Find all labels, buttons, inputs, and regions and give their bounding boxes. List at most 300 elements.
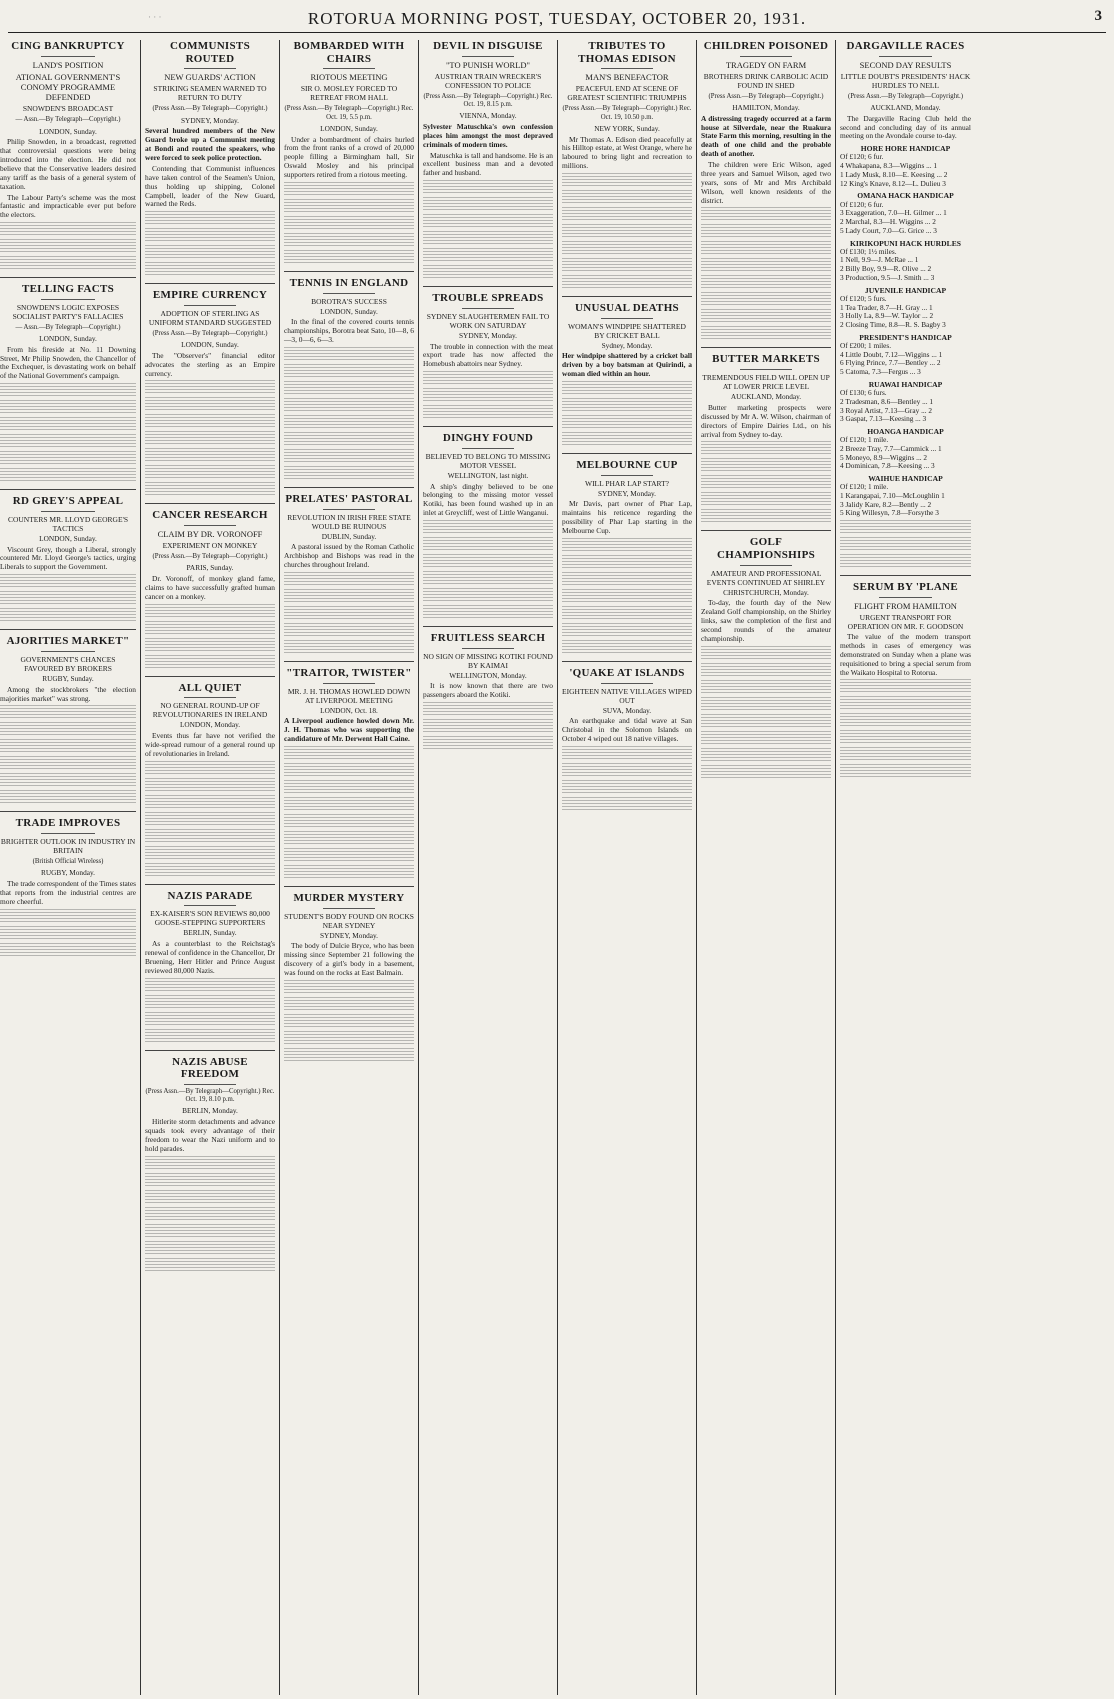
body-text-continuation [145, 863, 275, 878]
body-text-continuation [423, 265, 553, 280]
body-text-continuation [423, 248, 553, 263]
body-text-continuation [0, 756, 136, 771]
body-text-continuation [0, 417, 136, 432]
dateline: SYDNEY, Monday. [181, 115, 239, 125]
body-text-continuation [284, 415, 414, 430]
article-headline: FRUITLESS SEARCH [430, 632, 546, 645]
race-line: 4 Whakapana, 8.3—Wiggins ... 1 [840, 161, 938, 171]
race-result [840, 380, 971, 424]
article-body [701, 599, 831, 643]
body-text-continuation [701, 697, 831, 712]
body-paragraph: The trouble in connection with the meat export trade has now affected the Homebush abattoirs near Sydney. [423, 341, 553, 369]
race-line: 3 Royal Artist, 7.13—Gray ... 2 [840, 405, 933, 415]
race-line: 2 Tradesman, 8.6—Bentley ... 1 [840, 396, 934, 406]
dateline: DUBLIN, Sunday. [321, 531, 377, 541]
body-text-continuation [423, 197, 553, 212]
body-text-continuation [562, 207, 692, 222]
body-text-continuation [145, 1224, 275, 1239]
dateline: AUCKLAND, Monday. [870, 102, 941, 112]
body-text-continuation [562, 746, 692, 761]
article-body [284, 942, 414, 978]
headline-rule [462, 648, 514, 649]
body-text-continuation [145, 846, 275, 861]
body-paragraph: Butter marketing prospects were discussed by Mr A. W. Wilson, chairman of directors of Empire Dairies Ltd., on his arrival from Sydney to-day. [701, 402, 831, 439]
dateline: BERLIN, Monday. [182, 1106, 238, 1116]
body-text-continuation [145, 604, 275, 619]
dateline: LONDON, Monday. [179, 720, 241, 730]
article [284, 271, 414, 481]
column-2 [141, 40, 280, 1695]
body-text-continuation [145, 1173, 275, 1188]
headline-rule [41, 651, 95, 652]
race-line: 2 Breeze Tray, 7.7—Cammick ... 1 [840, 443, 942, 453]
headline-rule [323, 509, 375, 510]
body-text-continuation [0, 574, 136, 589]
article-deck: TREMENDOUS FIELD WILL OPEN UP AT LOWER PRICE LEVEL [702, 373, 830, 392]
race-line: 5 Moneyo, 8.9—Wiggins ... 2 [840, 452, 928, 462]
body-text-continuation [562, 606, 692, 621]
body-text-continuation [0, 705, 136, 720]
body-paragraph: Events thus far have not verified the wide-spread rumour of a general round up of revolutionaries in Ireland. [145, 731, 275, 758]
body-text-continuation [701, 224, 831, 239]
body-text-continuation [562, 640, 692, 655]
article [145, 503, 275, 669]
race-line: 5 Catoma, 7.3—Fergus ... 3 [840, 367, 921, 377]
body-text-continuation [562, 415, 692, 430]
masthead-smudge: · · · [148, 12, 162, 22]
dateline: LONDON, Sunday. [320, 123, 378, 133]
race-line: 1 Tea Trader, 8.7—H. Gray ... 1 [840, 302, 933, 312]
article [562, 661, 692, 812]
article-deck: URGENT TRANSPORT FOR OPERATION ON MR. F. GOODSON [847, 613, 964, 632]
article-subheadline: NEW GUARDS' ACTION [164, 72, 256, 83]
race-line: 5 King Willesyn, 7.8—Forsythe 3 [840, 508, 939, 518]
body-paragraph: Viscount Grey, though a Liberal, strongly countered Mr. Lloyd George's tactics, urging Liberals to support the Government. [0, 544, 136, 572]
press-credit: (British Official Wireless) [32, 858, 104, 866]
article-headline: TELLING FACTS [21, 283, 115, 296]
headline-rule [323, 908, 375, 909]
body-text-continuation [145, 414, 275, 429]
body-text-continuation [701, 326, 831, 341]
body-text-continuation [701, 258, 831, 273]
body-text-continuation [284, 997, 414, 1012]
article-headline: SERUM BY 'PLANE [853, 581, 958, 594]
race-name: JUVENILE HANDICAP [864, 285, 947, 295]
article [423, 286, 553, 420]
body-text-continuation [145, 245, 275, 260]
article-subheadline: TRAGEDY ON FARM [725, 59, 807, 70]
body-text-continuation [840, 747, 971, 762]
article-headline: RD GREY'S APPEAL [12, 495, 124, 508]
body-paragraph: The "Observer's" financial editor advocates the sterling as an Empire currency. [145, 350, 275, 378]
body-text-continuation [284, 606, 414, 621]
body-text-continuation [701, 765, 831, 780]
race-line: 6 Flying Prince, 7.7—Bentley ... 2 [840, 358, 941, 368]
columns [0, 40, 1114, 1695]
body-paragraph: Philip Snowden, in a broadcast, regretted that controversial questions were being introduced into the election. He did not believe that the Conservative leaders desired any tariff as the basis of a general system of taxation. [0, 137, 136, 191]
press-credit: (Press Assn.—By Telegraph—Copyright.) [152, 105, 268, 113]
article-deck: BELIEVED TO BELONG TO MISSING MOTOR VESSEL [425, 451, 551, 470]
body-text-continuation [284, 623, 414, 638]
body-text-continuation [284, 182, 414, 197]
article [145, 40, 275, 277]
lead-paragraph: A Liverpool audience howled down Mr. J. H. Thomas who was supporting the candidature of Mr. Derwent Hall Caine. [284, 716, 414, 744]
article [284, 487, 414, 655]
body-text-continuation [562, 398, 692, 413]
column-1 [0, 40, 141, 1695]
lead-paragraph: A distressing tragedy occurred at a farm house at Silverdale, near the Ruakura State Farm this morning, resulting in the death of one child and the probable death of another. [701, 113, 831, 159]
press-credit: (Press Assn.—By Telegraph—Copyright.) [708, 92, 824, 100]
dateline: AUCKLAND, Monday. [730, 392, 802, 402]
body-text-continuation [284, 763, 414, 778]
article-deck: EX-KAISER'S SON REVIEWS 80,000 GOOSE-STEPPING SUPPORTERS [150, 909, 270, 928]
press-credit: (Press Assn.—By Telegraph—Copyright.) [152, 329, 268, 337]
race-name: OMANA HACK HANDICAP [857, 191, 954, 201]
article-deck: WOMAN'S WINDPIPE SHATTERED BY CRICKET BALL [568, 321, 686, 340]
body-paragraph: A pastoral issued by the Roman Catholic Archbishop and Bishops was read in the churches throughout Ireland. [284, 542, 414, 570]
article [145, 884, 275, 1044]
body-text-continuation [701, 714, 831, 729]
body-paragraph: Contending that Communist influences have taken control of the Seamen's Union, thus holding up shipping, Colonel Campbell, leader of the New Guard, warned the Reds. [145, 163, 275, 209]
column-5 [558, 40, 697, 1695]
headline-rule [462, 448, 514, 449]
article-deck: REVOLUTION IN IRISH FREE STATE WOULD BE RUINOUS [287, 512, 411, 531]
body-text-continuation [145, 465, 275, 480]
body-paragraph: The body of Dulcie Bryce, who has been missing since September 21 following the discovery of a girl's body in a basement, was found on the rocks at East Balmain. [284, 941, 414, 977]
article-body [284, 543, 414, 570]
body-text-continuation [284, 1014, 414, 1029]
body-text-continuation [284, 199, 414, 214]
body-text-continuation [284, 216, 414, 231]
body-text-continuation [840, 696, 971, 711]
article-headline: DEVIL IN DISGUISE [433, 40, 543, 52]
article-deck: STUDENT'S BODY FOUND ON ROCKS NEAR SYDNEY [284, 911, 414, 930]
article-body [423, 343, 553, 370]
article-deck: NO GENERAL ROUND-UP OF REVOLUTIONARIES IN IRELAND [152, 701, 268, 720]
article-deck: SNOWDEN'S LOGIC EXPOSES SOCIALIST PARTY'S FALLACIES [12, 302, 124, 321]
race-name: HORE HORE HANDICAP [860, 144, 951, 154]
press-credit: (Press Assn.—By Telegraph—Copyright.) Rec. Oct. 19, 10.50 p.m. [562, 105, 692, 121]
article-headline: NAZIS ABUSE FREEDOM [172, 1055, 248, 1081]
article-headline: UNUSUAL DEATHS [575, 302, 679, 315]
headline-rule [41, 833, 95, 834]
article-body [562, 500, 692, 536]
press-credit: (Press Assn.—By Telegraph—Copyright.) Rec. Oct. 19, 5.5 p.m. [284, 105, 414, 121]
body-paragraph: Matuschka is tall and handsome. He is an excellent business man and a devoted father and husband. [423, 150, 553, 178]
body-text-continuation [145, 995, 275, 1010]
body-text-continuation [145, 761, 275, 776]
body-text-continuation [840, 537, 971, 552]
article [423, 40, 553, 280]
body-text-continuation [701, 492, 831, 507]
headline-rule [879, 597, 931, 598]
body-text-continuation [284, 364, 414, 379]
body-text-continuation [423, 702, 553, 717]
headline-rule [740, 369, 792, 370]
body-text-continuation [145, 1207, 275, 1222]
body-text-continuation [562, 763, 692, 778]
headline-rule [184, 905, 236, 906]
article-subheadline: "TO PUNISH WORLD" [445, 59, 531, 70]
dateline: RUGBY, Monday. [41, 868, 95, 878]
body-text-continuation [840, 730, 971, 745]
article-subheadline: CLAIM BY DR. VORONOFF [157, 529, 263, 540]
body-text-continuation [0, 400, 136, 415]
body-text-continuation [562, 241, 692, 256]
body-paragraph: Dr. Voronoff, of monkey gland fame, claims to have successfully grafted human cancer on a monkey. [145, 574, 275, 601]
dateline: LONDON, Sunday. [39, 333, 97, 343]
body-text-continuation [145, 1190, 275, 1205]
dateline: LONDON, Sunday. [320, 306, 378, 316]
body-text-continuation [701, 731, 831, 746]
press-credit: (Press Assn.—By Telegraph—Copyright.) [152, 553, 268, 561]
headline-rule [41, 511, 95, 512]
body-text-continuation [145, 829, 275, 844]
body-text-continuation [0, 256, 136, 271]
body-text-continuation [0, 383, 136, 398]
race-line: 1 Karangapai, 7.10—McLoughlin 1 [840, 490, 945, 500]
body-text-continuation [423, 180, 553, 195]
body-text-continuation [284, 980, 414, 995]
body-text-continuation [701, 509, 831, 524]
dateline: SUVA, Monday. [602, 705, 652, 715]
body-text-continuation [284, 831, 414, 846]
body-paragraph: As a counterblast to the Reichstag's renewal of confidence in the Chancellor, Dr Bruening, Herr Hitler and Prince August reviewed 80,000 Nazis. [145, 939, 275, 975]
column-4 [419, 40, 558, 1695]
body-paragraph: Mr Davis, part owner of Phar Lap, maintains his reticence regarding the possibility of Phar Lap starting in the Melbourne Cup. [562, 499, 692, 536]
body-text-continuation [145, 778, 275, 793]
body-text-continuation [562, 572, 692, 587]
lead-paragraph: Several hundred members of the New Guard broke up a Communist meeting at Bondi and routed the speakers, who were forced to seek police protection. [145, 126, 275, 162]
body-text-continuation [145, 397, 275, 412]
body-text-continuation [284, 572, 414, 587]
body-text-continuation [0, 722, 136, 737]
headline-rule [879, 56, 931, 57]
article-body [562, 717, 692, 744]
article-subheadline: SECOND DAY RESULTS [859, 59, 952, 70]
body-text-continuation [423, 554, 553, 569]
article [840, 575, 971, 779]
race-line: 3 Gaspat, 7.13—Keesing ... 3 [840, 414, 927, 424]
body-text-continuation [284, 848, 414, 863]
race-result [840, 191, 971, 235]
article [0, 489, 136, 623]
body-text-continuation [145, 431, 275, 446]
race-line: Of £120; 1 mile. [840, 482, 889, 492]
body-text-continuation [145, 380, 275, 395]
race-line: Of £130; 6 furs. [840, 388, 887, 398]
race-line: Of £200; 1 miles. [840, 340, 892, 350]
race-line: 5 Lady Court, 7.0—G. Grice ... 3 [840, 225, 937, 235]
body-paragraph: Under a bombardment of chairs hurled from the front ranks of a crowd of 20,000 people filling a Birmingham hall, Sir Oswald Mosley and his principal supporters retired from a riotous meeting. [284, 134, 414, 180]
article [284, 886, 414, 1063]
body-text-continuation [701, 207, 831, 222]
race-line: Of £130; 1½ miles. [840, 246, 897, 256]
body-paragraph: An earthquake and tidal wave at San Christobal in the Solomon Islands on October 4 wiped out 18 native villages. [562, 716, 692, 744]
dateline: Sydney, Monday. [601, 340, 653, 350]
body-text-continuation [0, 608, 136, 623]
body-text-continuation [145, 1258, 275, 1273]
article [0, 811, 136, 957]
article [0, 40, 136, 271]
body-text-continuation [562, 432, 692, 447]
body-text-continuation [0, 926, 136, 941]
body-text-continuation [284, 1048, 414, 1063]
article-headline: ALL QUIET [178, 681, 242, 694]
headline-rule [41, 56, 95, 57]
article-headline: TROUBLE SPREADS [432, 292, 544, 305]
body-text-continuation [562, 381, 692, 396]
body-text-continuation [701, 441, 831, 456]
dateline: SYDNEY, Monday. [459, 330, 517, 340]
article-body [284, 318, 414, 345]
body-text-continuation [423, 214, 553, 229]
body-text-continuation [145, 448, 275, 463]
article-body [145, 352, 275, 379]
body-paragraph: Hitlerite storm detachments and advance squads took every advantage of their freedom to wear the Nazi uniform and to hold parades. [145, 1117, 275, 1153]
headline-rule [323, 68, 375, 69]
body-text-continuation [0, 909, 136, 924]
body-text-continuation [423, 571, 553, 586]
race-line: 2 Closing Time, 8.8—R. S. Bagby 3 [840, 320, 946, 330]
body-text-continuation [701, 748, 831, 763]
body-text-continuation [562, 275, 692, 290]
race-name: KIRIKOPUNI HACK HURDLES [850, 238, 961, 248]
body-text-continuation [423, 537, 553, 552]
article-deck: BRIGHTER OUTLOOK IN INDUSTRY IN BRITAIN [0, 837, 136, 856]
race-name: WAIHUE HANDICAP [868, 474, 943, 484]
press-credit: (Press Assn.—By Telegraph—Copyright.) [848, 92, 963, 100]
dateline: NEW YORK, Sunday. [594, 123, 660, 133]
article-body [284, 136, 414, 180]
race-line: 12 King's Knave, 8.12—L. Dulieu 3 [840, 178, 946, 188]
dateline: LONDON, Sunday. [39, 533, 97, 543]
body-text-continuation [840, 520, 971, 535]
body-paragraph: The value of the modern transport methods in cases of emergency was demonstrated on Sunday when a plane was requisitioned to bring a special serum from the Waikato Hospital to Rotorua. [840, 632, 971, 677]
body-paragraph: Among the stockbrokers "the election majorities market" was strong. [0, 684, 136, 703]
dateline: VIENNA, Monday. [459, 111, 517, 121]
body-text-continuation [562, 173, 692, 188]
body-text-continuation [562, 797, 692, 812]
article-headline: MELBOURNE CUP [576, 459, 678, 472]
body-text-continuation [284, 398, 414, 413]
article [145, 676, 275, 878]
body-text-continuation [0, 943, 136, 958]
article-deck: SYDNEY SLAUGHTERMEN FAIL TO WORK ON SATURDAY [426, 311, 550, 330]
body-text-continuation [284, 865, 414, 880]
dateline: PARIS, Sunday. [186, 563, 234, 573]
body-text-continuation [701, 275, 831, 290]
body-text-continuation [423, 588, 553, 603]
body-text-continuation [145, 482, 275, 497]
headline-rule [184, 68, 236, 69]
body-text-continuation [145, 211, 275, 226]
body-text-continuation [840, 713, 971, 728]
article [423, 426, 553, 620]
article-deck: SNOWDEN'S BROADCAST [22, 104, 114, 114]
article-body [0, 138, 136, 220]
dateline: LONDON, Sunday. [181, 340, 239, 350]
body-text-continuation [284, 449, 414, 464]
dateline: SYDNEY, Monday. [598, 488, 656, 498]
race-line: 2 Billy Boy, 9.9—R. Olive ... 2 [840, 264, 932, 274]
race-line: 1 Lady Musk, 8.10—E. Keesing ... 2 [840, 169, 948, 179]
headline-rule [601, 683, 653, 684]
masthead [8, 6, 1106, 33]
article [562, 453, 692, 655]
article-headline: TENNIS IN ENGLAND [289, 276, 409, 289]
article-deck: SIR O. MOSLEY FORCED TO RETREAT FROM HALL [300, 84, 398, 103]
headline-rule [601, 68, 653, 69]
article-headline: PRELATES' PASTORAL [285, 492, 413, 505]
article-deck: GOVERNMENT'S CHANCES FAVOURED BY BROKERS [20, 654, 116, 673]
masthead-title: ROTORUA MORNING POST, TUESDAY, OCTOBER 20, 1931. [307, 9, 807, 28]
body-text-continuation [701, 475, 831, 490]
headline-rule [323, 293, 375, 294]
body-text-continuation [0, 222, 136, 237]
body-text-continuation [423, 520, 553, 535]
body-paragraph: The Labour Party's scheme was the most fantastic and impracticable ever put before the electors. [0, 192, 136, 220]
race-line: Of £120; 6 fur. [840, 199, 884, 209]
race-result [840, 286, 971, 330]
article-body [840, 633, 971, 677]
body-text-continuation [284, 347, 414, 362]
body-text-continuation [0, 790, 136, 805]
race-result [840, 239, 971, 283]
headline-rule [41, 299, 95, 300]
column-3 [280, 40, 419, 1695]
article-subheadline: MAN'S BENEFACTOR [585, 72, 669, 83]
race-line: 3 Holly La, 8.9—W. Taylor ... 2 [840, 311, 934, 321]
race-line: Of £120; 6 fur. [840, 152, 884, 162]
body-text-continuation [284, 466, 414, 481]
body-text-continuation [145, 621, 275, 636]
press-credit: — Assn.—By Telegraph—Copyright.) [15, 116, 121, 124]
headline-rule [323, 683, 375, 684]
article-headline: GOLF CHAMPIONSHIPS [716, 536, 816, 562]
body-text-continuation [423, 736, 553, 751]
body-text-continuation [423, 388, 553, 403]
body-text-continuation [0, 239, 136, 254]
body-text-continuation [0, 434, 136, 449]
press-credit: — Assn.—By Telegraph—Copyright.) [15, 323, 121, 331]
article-body [0, 346, 136, 382]
article [701, 347, 831, 524]
article-deck: EXPERIMENT ON MONKEY [162, 541, 258, 551]
article-headline: CANCER RESEARCH [152, 509, 268, 522]
race-line: 3 Production, 9.5—J. Smith ... 3 [840, 272, 935, 282]
article-deck: BROTHERS DRINK CARBOLIC ACID FOUND IN SHED [703, 71, 829, 90]
article-deck: PEACEFUL END AT SCENE OF GREATEST SCIENTIFIC TRIUMPHS [567, 84, 687, 103]
body-paragraph: The trade correspondent of the Times states that reports from the industrial centres are more cheerful. [0, 878, 136, 906]
body-text-continuation [0, 591, 136, 606]
article-subheadline: ATIONAL GOVERNMENT'S CONOMY PROGRAMME DEFENDED [15, 71, 121, 103]
body-paragraph: From his fireside at No. 11 Downing Street, Mr Philip Snowden, the Chancellor of the Exchequer, is devastating work on behalf of the National Government's campaign. [0, 344, 136, 381]
article [145, 1050, 275, 1273]
body-text-continuation [145, 1156, 275, 1171]
body-text-continuation [701, 458, 831, 473]
headline-rule [462, 56, 514, 57]
article [840, 40, 971, 569]
article-body [0, 546, 136, 573]
article-headline: COMMUNISTS ROUTED [169, 40, 250, 65]
article [701, 530, 831, 779]
article [145, 283, 275, 497]
race-line: 1 Nell, 9.9—J. McRae ... 1 [840, 255, 919, 265]
body-text-continuation [145, 1029, 275, 1044]
article-body [145, 940, 275, 976]
dateline: HAMILTON, Monday. [732, 102, 800, 112]
